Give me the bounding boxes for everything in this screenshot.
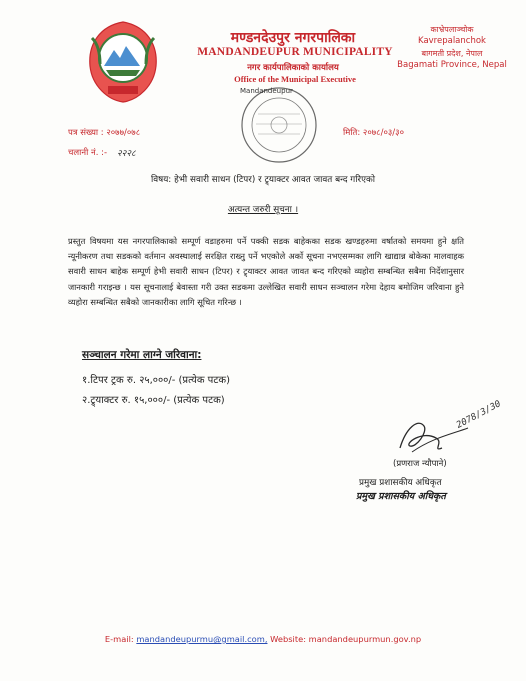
footer-contact — [0, 634, 526, 644]
province-english: Bagamati Province, Nepal — [397, 60, 507, 70]
website-link[interactable]: mandandeupurmun.gov.np — [308, 634, 422, 644]
subject-line: विषय: हेभी सवारी साधन (टिपर) र ट्र्याक्टर आवत जावत बन्द गरिएको — [150, 175, 376, 185]
urgent-notice-title: अत्यन्त जरुरी सूचना । — [227, 205, 299, 215]
designation-stamp: प्रमुख प्रशासकीय अधिकृत — [356, 491, 446, 502]
signatory-name: (प्रणराज न्यौपाने) — [393, 459, 447, 469]
reference-number: पत्र संख्या : २०७७/०७८ — [68, 128, 141, 138]
dispatch-number: २२२८ — [117, 149, 136, 159]
website-label: Website: — [270, 634, 306, 644]
municipality-logo — [82, 18, 164, 104]
office-name-nepali: नगर कार्यपालिकाको कार्यालय — [247, 63, 339, 73]
handwritten-date: 2078/3/30 — [455, 399, 503, 431]
dispatch-label: चलानी नं. :- — [68, 148, 108, 158]
fines-heading: सञ्चालन गरेमा लाग्ने जरिवाना: — [82, 349, 202, 361]
province-nepali: बागमती प्रदेश, नेपाल — [421, 49, 483, 58]
signatory-title: प्रमुख प्रशासकीय अधिकृत — [359, 478, 442, 488]
email-label: E-mail: — [104, 634, 134, 644]
district-english: Kavrepalanchok — [418, 36, 486, 46]
municipality-name-nepali: मण्डनदेउपुर नगरपालिका — [230, 30, 356, 46]
fine-item-tipper: १.टिपर ट्रक रु. २५,०००/- (प्रत्येक पटक) — [82, 375, 230, 386]
office-name-english: Office of the Municipal Executive — [234, 74, 356, 84]
district-nepali: काभ्रेपलाञ्चोक — [430, 25, 474, 34]
office-seal — [238, 84, 320, 166]
letter-date: मिति: २०७८/०३/३० — [343, 128, 404, 138]
seal-text: Mandandeupur — [240, 87, 293, 95]
fine-item-tractor: २.ट्र्याक्टर रु. १५,०००/- (प्रत्येक पटक) — [82, 395, 225, 406]
email-link[interactable]: mandandeupurmu@gmail.com, — [136, 634, 268, 644]
municipality-name-english: MANDANDEUPUR MUNICIPALITY — [197, 46, 393, 58]
notice-body: प्रस्तुत विषयमा यस नगरपालिकाको सम्पूर्ण वडाहरुमा पर्ने पक्की सडक बाहेकका सडक खण्डहरुमा वर्षातको समयमा हुने क्षति न्यूनीकरण तथा सडकको वर्तमान अवस्थालाई सरक्षित राख्नु पर्ने भएकोले अर्को सूचना नभएसम्मका लागि खाद्यान्न बोकेका मालवाहक सवारी साधन बाहेक सम्पूर्ण हेभी सवारी साधन (टिपर) र ट्र्याक्टर आवत जावत बन्द गरिएको व्यहोरा सम्बन्धित सबैमा निर्देशानुसार जानकारी गराइन्छ । यस सूचनालाई बेवास्ता गरी उक्त सडकमा उल्लेखित सवारी साधन सञ्चालन गरेमा देहाय बमोजिम जरिवाना हुने व्यहोरा सम्बन्धित सबैको जानकारीका लागि सूचित गरिन्छ । — [68, 236, 464, 307]
